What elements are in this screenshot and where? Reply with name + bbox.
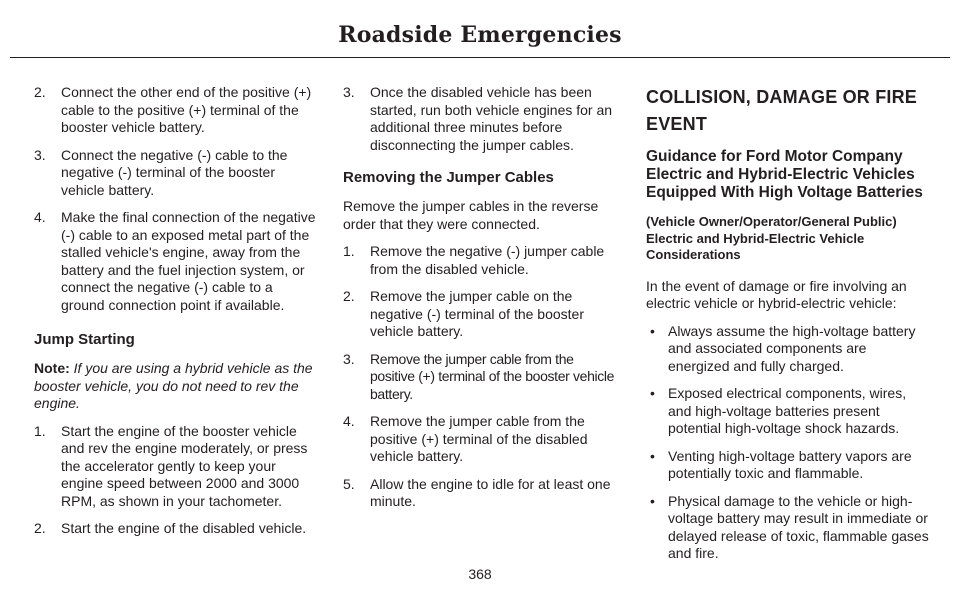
removing-intro: Remove the jumper cables in the reverse order that they were connected. — [343, 198, 599, 232]
bullet-text: Venting high-voltage battery vapors are potentially toxic and flammable. — [668, 447, 912, 481]
step-number: 3. — [343, 84, 355, 100]
step-number: 1. — [34, 422, 46, 439]
step-number: 2. — [343, 288, 355, 304]
step-number: 4. — [343, 413, 355, 429]
step-number: 4. — [34, 209, 46, 225]
step-number: 3. — [343, 350, 355, 367]
step-number: 2. — [34, 84, 46, 100]
removing-cables-heading: Removing the Jumper Cables — [343, 169, 554, 186]
list-item — [343, 84, 621, 154]
jump-steps-list — [34, 423, 318, 538]
step-text: Make the final connection of the negative (-) cable to an exposed metal part of the stalled vehicle's engine, away from the battery and the fuel injection system, or connect the negative (-) cable to a ground connection point if available. — [61, 209, 316, 313]
page-title: Roadside Emergencies — [338, 22, 622, 48]
list-item — [646, 448, 930, 483]
note-paragraph — [34, 360, 318, 413]
list-item — [34, 84, 318, 137]
step-text: Start the engine of the disabled vehicle. — [61, 520, 307, 536]
step-text: Allow the engine to idle for at least one minute. — [370, 475, 611, 509]
step-text: Connect the other end of the positive (+) cable to the positive (+) terminal of the booster vehicle battery. — [61, 84, 312, 135]
hazard-bullet-list — [646, 323, 930, 563]
step-text: Connect the negative (-) cable to the negative (-) terminal of the booster vehicle battery. — [61, 146, 288, 198]
list-item — [343, 243, 621, 278]
step-text: Remove the negative (-) jumper cable from the disabled vehicle. — [370, 243, 605, 277]
list-item — [646, 385, 930, 438]
list-item — [34, 209, 318, 314]
bullet-icon: • — [650, 385, 655, 401]
step-text: Remove the jumper cable on the negative (-) terminal of the booster vehicle battery. — [370, 288, 584, 339]
considerations-heading: (Vehicle Owner/Operator/General Public) Electric and Hybrid-Electric Vehicle Considerations — [646, 214, 897, 262]
header-divider — [10, 57, 950, 58]
step-number: 2. — [34, 520, 46, 536]
note-text: If you are using a hybrid vehicle as the booster vehicle, you do not need to rev the engine. — [34, 360, 313, 411]
damage-intro: In the event of damage or fire involving an electric vehicle or hybrid-electric vehicle: — [646, 277, 907, 311]
page-number: 368 — [468, 566, 492, 582]
list-item — [34, 147, 318, 200]
list-item — [646, 493, 930, 563]
bullet-icon: • — [650, 322, 655, 339]
bullet-icon: • — [650, 447, 655, 464]
step-text: Start the engine of the booster vehicle and rev the engine moderately, or press the accelerator gently to keep your engine speed between 2000 and 3000 RPM, as shown in your tachometer. — [61, 422, 308, 509]
list-item — [343, 351, 621, 404]
column-right — [646, 84, 930, 573]
step-text: Once the disabled vehicle has been started, run both vehicle engines for an additional three minutes before disconnecting the jumper cables. — [370, 84, 613, 153]
jump-starting-heading: Jump Starting — [34, 331, 135, 348]
list-item — [343, 288, 621, 341]
bullet-text: Exposed electrical components, wires, and high-voltage batteries present potential high-voltage shock hazards. — [668, 385, 907, 436]
step-text: Remove the jumper cable from the positive (+) terminal of the disabled vehicle battery. — [370, 413, 588, 464]
guidance-heading: Guidance for Ford Motor Company Electric and Hybrid-Electric Vehicles Equipped With High Voltage Batteries — [646, 148, 923, 201]
step-number: 3. — [34, 146, 46, 163]
step-text: Remove the jumper cable from the positive (+) terminal of the booster vehicle battery. — [370, 350, 615, 402]
connect-steps-list — [34, 84, 318, 314]
bullet-text: Always assume the high-voltage battery and associated components are energized and fully charged. — [668, 322, 916, 374]
list-item — [343, 476, 621, 511]
list-item — [34, 520, 318, 538]
removing-steps-list — [343, 243, 621, 511]
list-item — [646, 323, 930, 376]
list-item — [34, 423, 318, 511]
list-item — [343, 413, 621, 466]
step-number: 1. — [343, 243, 355, 259]
step-number: 5. — [343, 475, 355, 492]
column-middle — [343, 84, 621, 521]
bullet-text: Physical damage to the vehicle or high-voltage battery may result in immediate or delayed release of toxic, flammable gases and fire. — [668, 492, 929, 561]
collision-section-title: COLLISION, DAMAGE OR FIRE EVENT — [646, 87, 918, 134]
page-header — [0, 0, 960, 58]
column-left — [34, 84, 318, 548]
bullet-icon: • — [650, 492, 655, 509]
note-label: Note: — [34, 360, 70, 376]
run-steps-list — [343, 84, 621, 154]
